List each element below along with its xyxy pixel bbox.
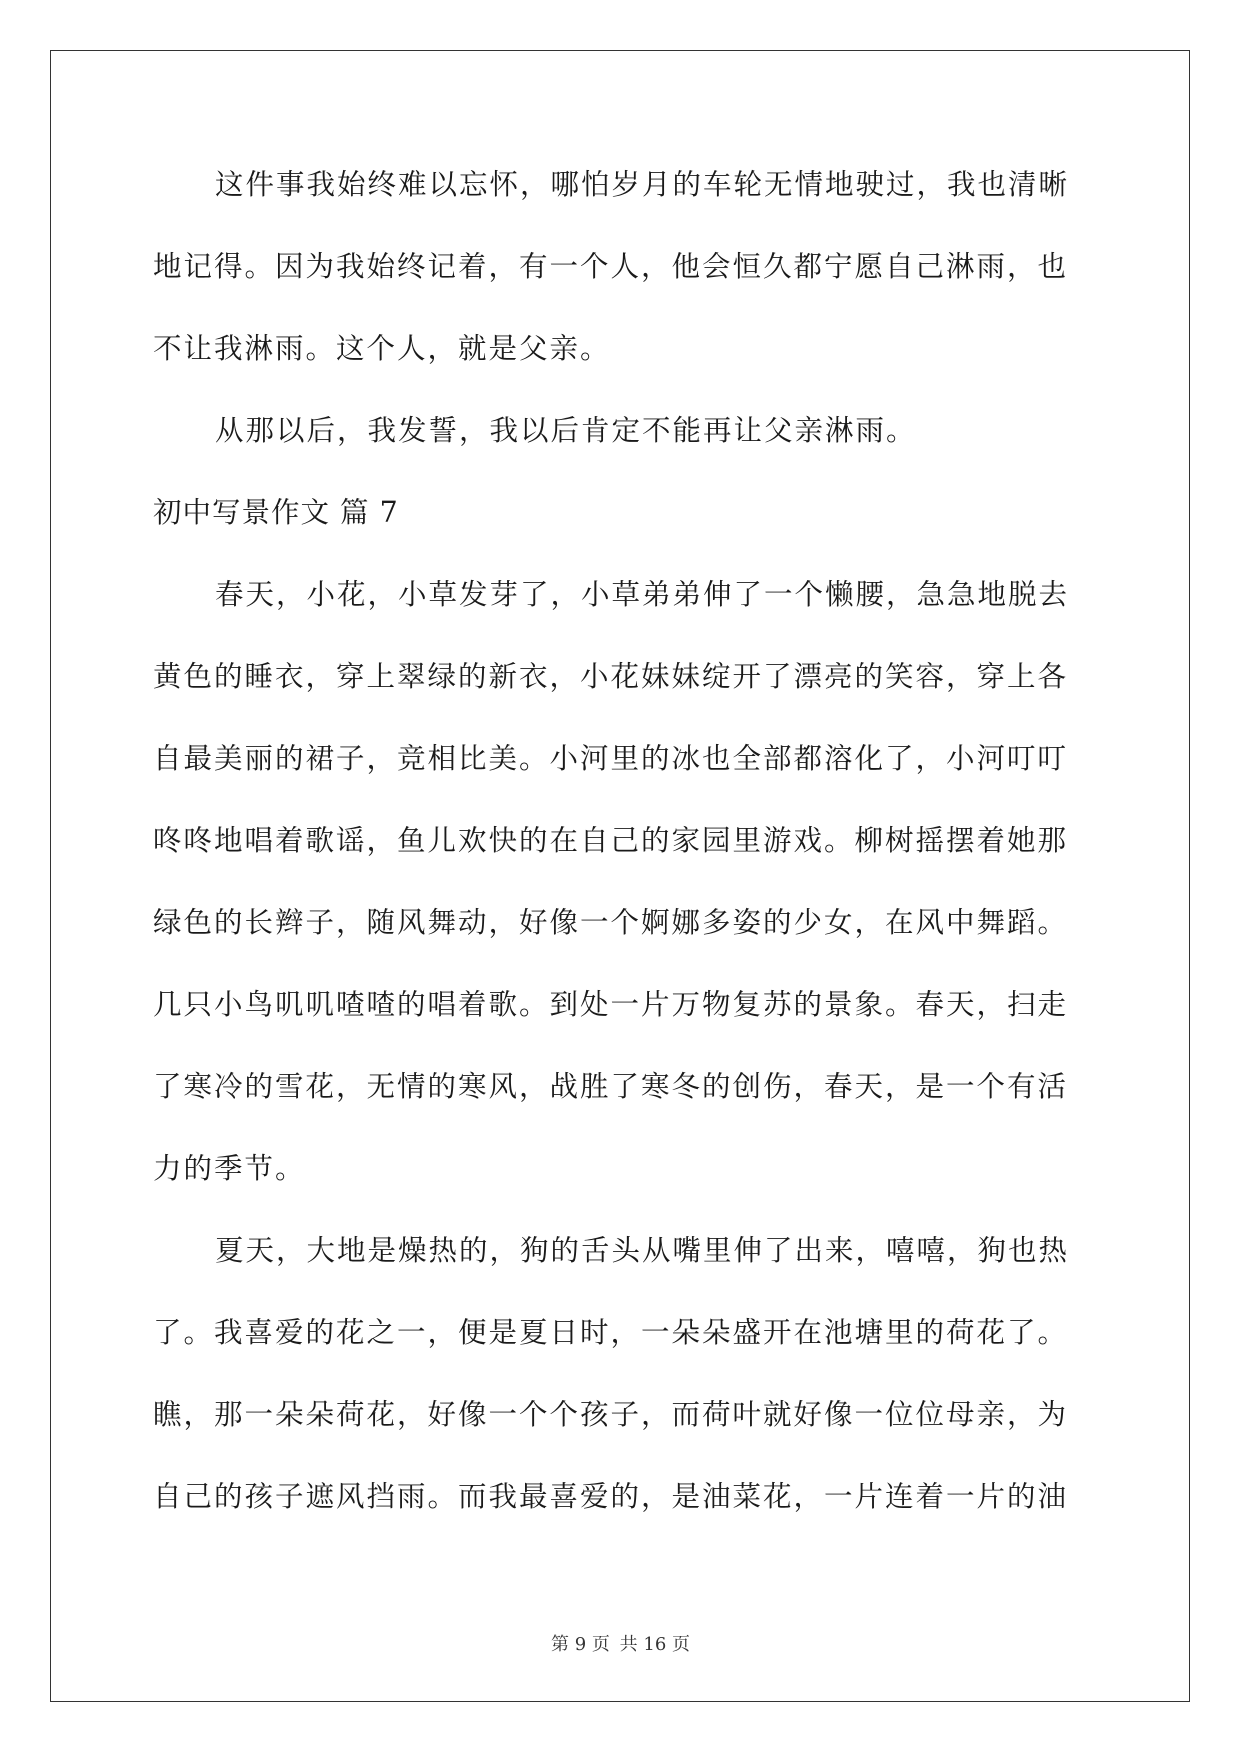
paragraph-line: 绿色的长辫子，随风舞动，好像一个婀娜多姿的少女，在风中舞蹈。 xyxy=(153,906,1069,939)
paragraph-line: 力的季节。 xyxy=(153,1152,306,1185)
page-number: 第 9 页 xyxy=(551,1634,610,1655)
paragraph-line: 黄色的睡衣，穿上翠绿的新衣，小花妹妹绽开了漂亮的笑容，穿上各 xyxy=(153,660,1069,693)
paragraph-line: 瞧，那一朵朵荷花，好像一个个孩子，而荷叶就好像一位位母亲，为 xyxy=(153,1398,1069,1431)
paragraph-line: 自己的孩子遮风挡雨。而我最喜爱的，是油菜花，一片连着一片的油 xyxy=(153,1480,1069,1513)
paragraph-line: 几只小鸟叽叽喳喳的唱着歌。到处一片万物复苏的景象。春天，扫走 xyxy=(153,988,1069,1021)
paragraph-line: 不让我淋雨。这个人，就是父亲。 xyxy=(153,332,611,365)
paragraph-line: 了寒冷的雪花，无情的寒风，战胜了寒冬的创伤，春天，是一个有活 xyxy=(153,1070,1069,1103)
paragraph-line: 咚咚地唱着歌谣，鱼儿欢快的在自己的家园里游戏。柳树摇摆着她那 xyxy=(153,824,1069,857)
page-total: 共 16 页 xyxy=(619,1634,690,1655)
section-heading: 初中写景作文 篇 7 xyxy=(153,496,399,529)
paragraph-line: 了。我喜爱的花之一，便是夏日时，一朵朵盛开在池塘里的荷花了。 xyxy=(153,1316,1069,1349)
document-body xyxy=(153,159,1088,1553)
paragraph-line: 地记得。因为我始终记着，有一个人，他会恒久都宁愿自己淋雨，也 xyxy=(153,250,1069,283)
page-footer xyxy=(0,1630,1241,1656)
paragraph-line: 春天，小花，小草发芽了，小草弟弟伸了一个懒腰，急急地脱去 xyxy=(215,578,1070,611)
paragraph-line: 这件事我始终难以忘怀，哪怕岁月的车轮无情地驶过，我也清晰 xyxy=(215,168,1070,201)
paragraph-line: 夏天，大地是燥热的，狗的舌头从嘴里伸了出来，嘻嘻，狗也热 xyxy=(215,1234,1070,1267)
paragraph-line: 自最美丽的裙子，竞相比美。小河里的冰也全部都溶化了，小河叮叮 xyxy=(153,742,1069,775)
paragraph-line: 从那以后，我发誓，我以后肯定不能再让父亲淋雨。 xyxy=(215,414,917,447)
